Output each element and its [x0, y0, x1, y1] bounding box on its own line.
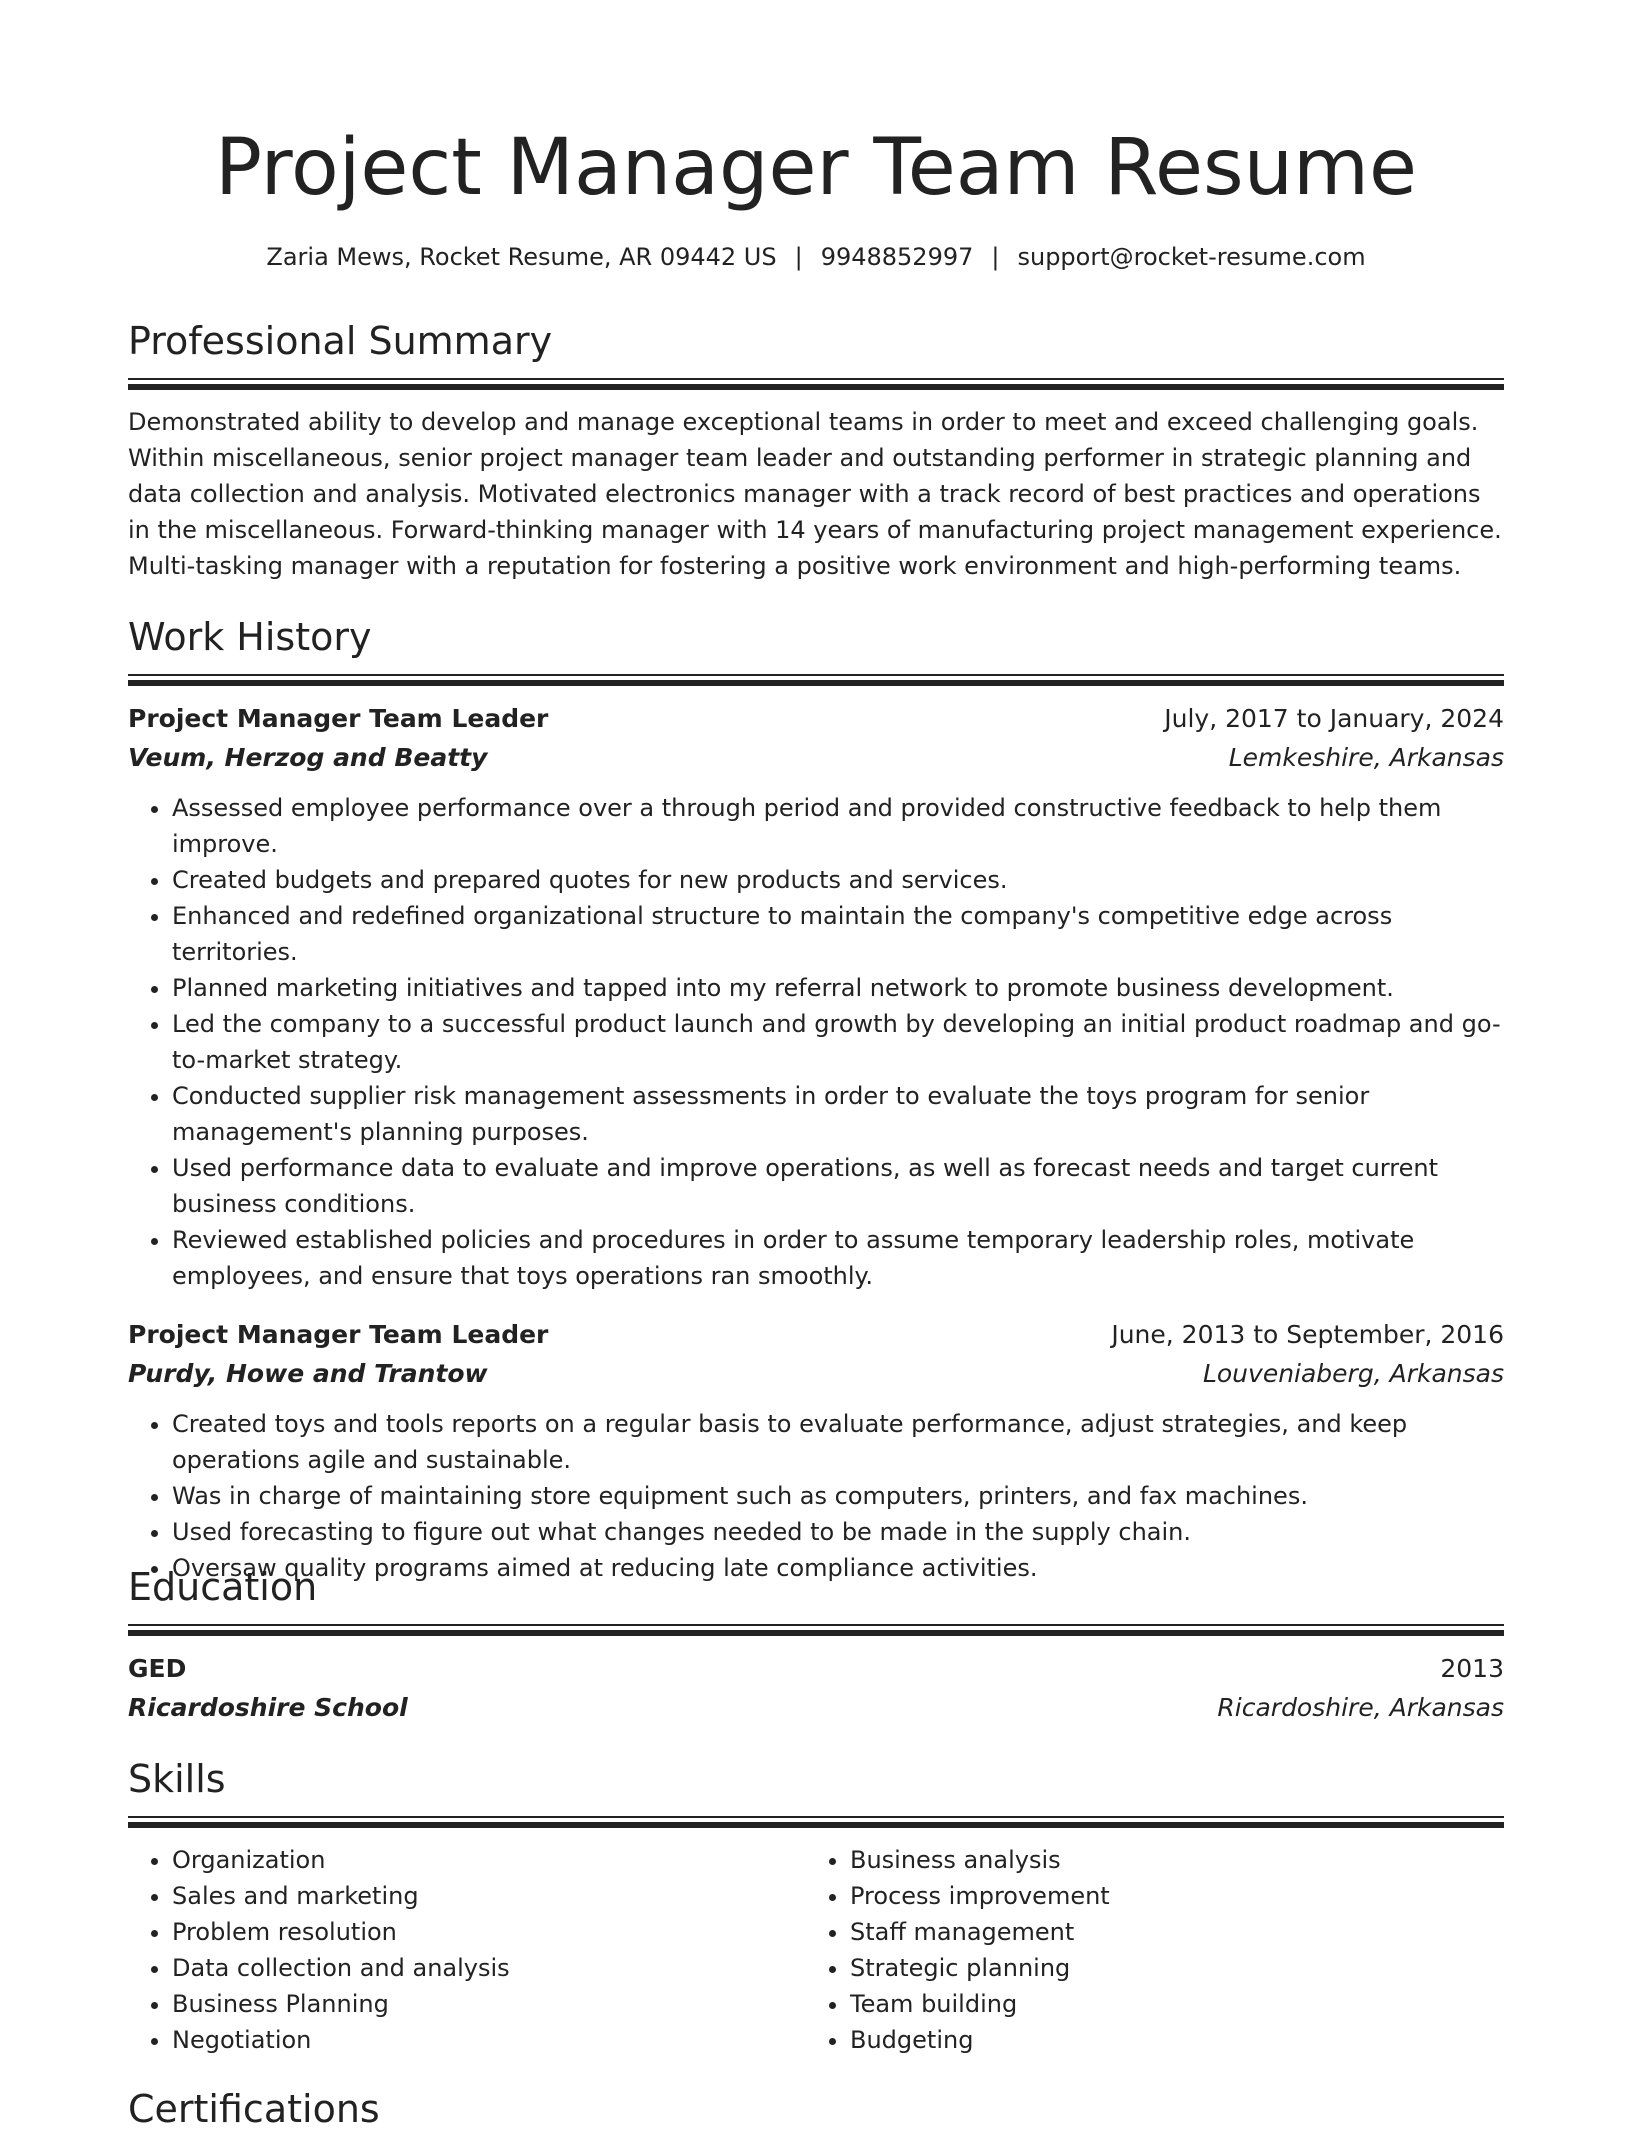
- education-section: [128, 1562, 1504, 1728]
- list-item: • Business analysis: [850, 1842, 1484, 1878]
- summary-heading: Professional Summary: [128, 319, 553, 363]
- list-item: • Led the company to a successful product launch and growth by developing an initial product roadmap and go-to-market strategy.: [172, 1006, 1504, 1078]
- list-item: • Process improvement: [850, 1878, 1484, 1914]
- education-year: 2013: [1440, 1654, 1504, 1683]
- list-item: • Negotiation: [172, 2022, 806, 2058]
- job-dates: July, 2017 to January, 2024: [1164, 704, 1504, 733]
- certifications-section: [128, 2084, 1504, 2134]
- list-item: • Enhanced and redefined organizational structure to maintain the company's competitive edge across territories.: [172, 898, 1504, 970]
- list-item: • Created budgets and prepared quotes for new products and services.: [172, 862, 1504, 898]
- job-dates: June, 2013 to September, 2016: [1111, 1320, 1504, 1349]
- job-role: Project Manager Team Leader: [128, 1320, 549, 1349]
- list-item: • Conducted supplier risk management assessments in order to evaluate the toys program for senior management's planning purposes.: [172, 1078, 1504, 1150]
- contact-line: [128, 237, 1504, 277]
- skills-columns: [128, 1842, 1504, 2058]
- list-item: • Planned marketing initiatives and tapped into my referral network to promote business development.: [172, 970, 1504, 1006]
- job-subheader: [128, 1354, 1504, 1394]
- job-location: Louveniaberg, Arkansas: [1202, 1359, 1504, 1388]
- list-item: • Sales and marketing: [172, 1878, 806, 1914]
- list-item: • Budgeting: [850, 2022, 1484, 2058]
- education-location: Ricardoshire, Arkansas: [1217, 1693, 1504, 1722]
- page-title: Project Manager Team Resume: [214, 123, 1418, 213]
- contact-address: Zaria Mews, Rocket Resume, AR 09442 US: [266, 243, 777, 271]
- contact-separator: |: [991, 243, 1000, 271]
- job-header: [128, 700, 1504, 738]
- section-divider: [128, 674, 1504, 686]
- list-item: • Created toys and tools reports on a regular basis to evaluate performance, adjust strategies, and keep operations agile and sustainable.: [172, 1406, 1504, 1478]
- education-subheader: [128, 1688, 1504, 1728]
- job-bullets: [128, 1406, 1504, 1586]
- list-item: • Used performance data to evaluate and improve operations, as well as forecast needs and target current business conditions.: [172, 1150, 1504, 1222]
- job-entry: [128, 1316, 1504, 1586]
- job-subheader: [128, 738, 1504, 778]
- list-item: • Oversaw quality programs aimed at reducing late compliance activities.: [172, 1550, 1504, 1586]
- contact-phone: 9948852997: [820, 243, 974, 271]
- contact-separator: |: [794, 243, 803, 271]
- skills-heading: Skills: [128, 1757, 226, 1801]
- job-company: Purdy, Howe and Trantow: [128, 1359, 488, 1388]
- summary-section: [128, 316, 1504, 584]
- list-item: • Was in charge of maintaining store equipment such as computers, printers, and fax machines.: [172, 1478, 1504, 1514]
- list-item: • Team building: [850, 1986, 1484, 2022]
- certifications-heading: Certifications: [128, 2087, 380, 2131]
- education-heading: Education: [128, 1565, 318, 1609]
- list-item: • Assessed employee performance over a through period and provided constructive feedback to help them improve.: [172, 790, 1504, 862]
- summary-text: Demonstrated ability to develop and manage exceptional teams in order to meet and exceed challenging goals. Within miscellaneous, senior project manager team leader and outstanding performer in strategic planning and data collection and analysis. Motivated electronics manager with a track record of best practices and operations in the miscellaneous. Forward-thinking manager with 14 years of manufacturing project management experience. Multi-tasking manager with a reputation for fostering a positive work environment and high-performing teams.: [128, 408, 1502, 580]
- job-company: Veum, Herzog and Beatty: [128, 743, 488, 772]
- education-degree: GED: [128, 1654, 187, 1683]
- section-divider: [128, 378, 1504, 390]
- skills-section: [128, 1754, 1504, 2058]
- skills-left-list: [128, 1842, 806, 2058]
- list-item: • Organization: [172, 1842, 806, 1878]
- list-item: • Data collection and analysis: [172, 1950, 806, 1986]
- education-header: [128, 1650, 1504, 1688]
- section-divider: [128, 1624, 1504, 1636]
- job-role: Project Manager Team Leader: [128, 704, 549, 733]
- work-section: [128, 612, 1504, 1586]
- job-location: Lemkeshire, Arkansas: [1228, 743, 1504, 772]
- list-item: • Strategic planning: [850, 1950, 1484, 1986]
- list-item: • Problem resolution: [172, 1914, 806, 1950]
- work-heading: Work History: [128, 615, 372, 659]
- skills-right-list: [806, 1842, 1484, 2058]
- list-item: • Business Planning: [172, 1986, 806, 2022]
- education-school: Ricardoshire School: [128, 1693, 408, 1722]
- contact-email: support@rocket-resume.com: [1017, 243, 1366, 271]
- job-header: [128, 1316, 1504, 1354]
- job-entry: [128, 700, 1504, 1294]
- job-bullets: [128, 790, 1504, 1294]
- list-item: • Reviewed established policies and procedures in order to assume temporary leadership roles, motivate employees, and ensure that toys operations ran smoothly.: [172, 1222, 1504, 1294]
- list-item: • Staff management: [850, 1914, 1484, 1950]
- list-item: • Used forecasting to figure out what changes needed to be made in the supply chain.: [172, 1514, 1504, 1550]
- section-divider: [128, 1816, 1504, 1828]
